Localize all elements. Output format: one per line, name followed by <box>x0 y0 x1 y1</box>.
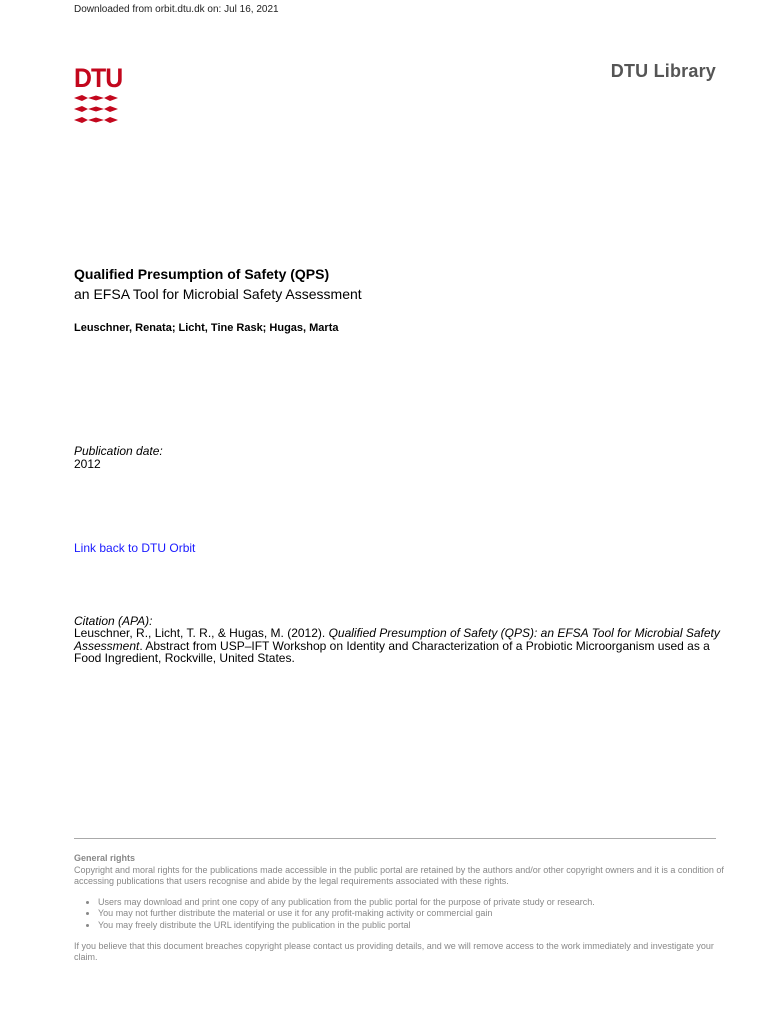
divider <box>74 838 716 839</box>
citation-title: Qualified Presumption of Safety (QPS): an EFSA Tool for Microbial Safety Assessment <box>74 626 720 653</box>
citation-label: Citation (APA): <box>74 614 153 628</box>
list-item: • You may freely distribute the URL identifying the publication in the public portal <box>98 920 724 932</box>
rights-list <box>74 897 724 932</box>
list-item: • You may not further distribute the material or use it for any profit-making activity or commercial gain <box>98 908 724 920</box>
library-name: DTU Library <box>610 61 716 81</box>
publication-date-value: 2012 <box>74 457 101 471</box>
general-rights-footer: If you believe that this document breaches copyright please contact us providing details, and we will remove access to the work immediately and investigate your claim. <box>74 940 714 963</box>
citation-text <box>74 627 724 665</box>
dtu-orbit-link[interactable]: Link back to DTU Orbit <box>74 541 196 555</box>
citation-source: . Abstract from USP–IFT Workshop on Identity and Characterization of a Probiotic Microorganism used as a Food Ingredient, Rockville, United States. <box>74 638 710 666</box>
citation-authors: Leuschner, R., Licht, T. R., & Hugas, M. (2012). <box>74 626 329 640</box>
general-rights-section <box>74 853 724 964</box>
general-rights-intro: Copyright and moral rights for the publications made accessible in the public portal are retained by the authors and/or other copyright owners and it is a condition of accessing publications that users recognise and abide by the legal requirements associated with these rights. <box>74 864 724 887</box>
publication-subtitle: an EFSA Tool for Microbial Safety Assessment <box>74 286 362 302</box>
dtu-logo <box>74 63 123 127</box>
publication-date-label: Publication date: <box>74 444 163 458</box>
list-item: • Users may download and print one copy of any publication from the public portal for the purpose of private study or research. <box>98 897 724 909</box>
publication-authors: Leuschner, Renata; Licht, Tine Rask; Hugas, Marta <box>74 322 339 334</box>
dtu-logo-text: DTU <box>74 63 123 93</box>
publication-title: Qualified Presumption of Safety (QPS) <box>74 266 330 282</box>
dtu-logo-mark-icon <box>74 95 118 127</box>
download-note: Downloaded from orbit.dtu.dk on: Jul 16, 2021 <box>74 4 279 15</box>
general-rights-heading: General rights <box>74 853 136 863</box>
